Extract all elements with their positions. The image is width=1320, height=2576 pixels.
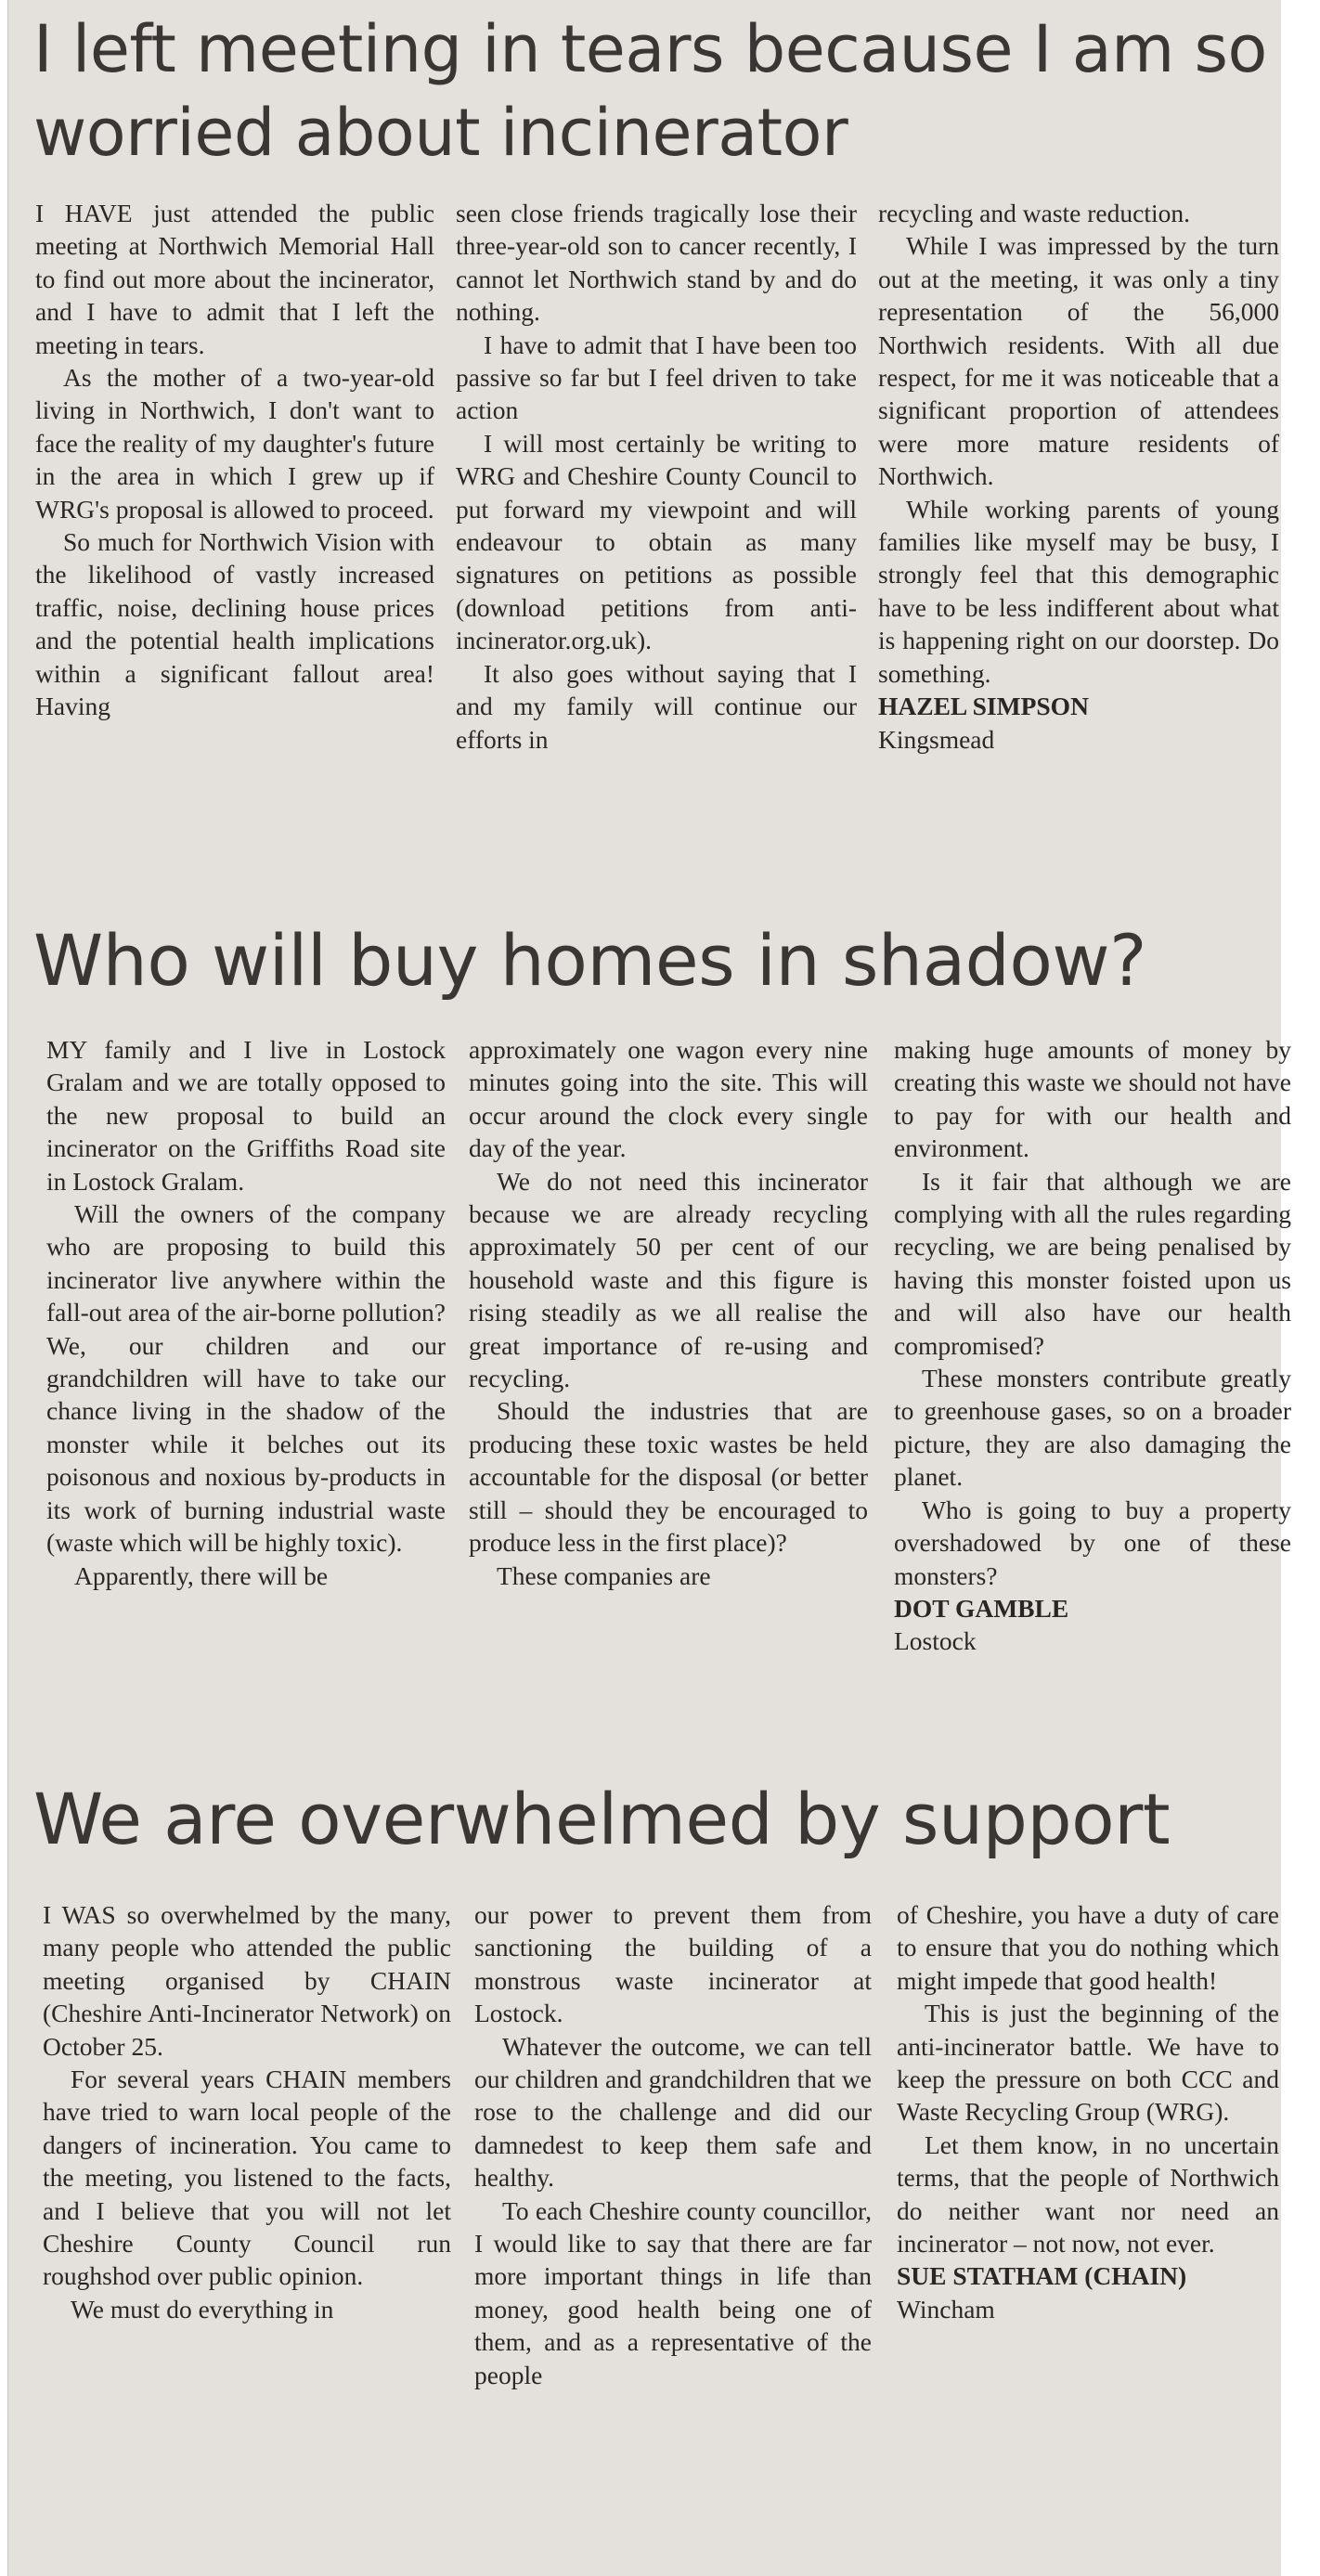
paragraph: our power to prevent them from sanctioning the building of a monstrous waste incinerator at Lostock. (474, 1900, 872, 2028)
letter-1-column-1 (35, 197, 434, 723)
letter-location: Kingsmead (878, 724, 995, 754)
headline-letter-1: I left meeting in tears because I am so worried about incinerator (33, 11, 1267, 171)
headline-letter-3: We are overwhelmed by support (33, 1778, 1171, 1860)
paragraph: I will most certainly be writing to WRG and Cheshire County Council to put forward my viewpoint and will endeavour to obtain as many signatures on petitions as possible (download petitions from anti-incinerator.org.uk). (456, 428, 857, 655)
paragraph: recycling and waste reduction. (878, 199, 1190, 227)
paragraph: While I was impressed by the turn out at the meeting, it was only a tiny representation of the 56,000 Northwich residents. With all due respect, for me it was noticeable that a significant proportion of attendees were more mature residents of Northwich. (878, 231, 1279, 491)
paragraph: These monsters contribute greatly to greenhouse gases, so on a broader picture, they are also damaging the planet. (894, 1364, 1291, 1492)
paragraph: I WAS so overwhelmed by the many, many people who attended the public meeting organised by CHAIN (Cheshire Anti-Incinerator Network) on October 25. (43, 1900, 451, 2061)
letter-2-column-2 (469, 1033, 868, 1592)
paragraph: Is it fair that although we are complying with all the rules regarding recycling, we are being penalised by having this monster foisted upon us and will also have our health compromised? (894, 1166, 1291, 1360)
paragraph: of Cheshire, you have a duty of care to ensure that you do nothing which might impede that good health! (897, 1900, 1279, 1995)
letter-signature: DOT GAMBLE (894, 1593, 1069, 1623)
paragraph: I have to admit that I have been too passive so far but I feel driven to take action (456, 330, 857, 425)
paragraph: While working parents of young families like myself may be busy, I strongly feel that this demographic have to be less indifferent about what is happening right on our doorstep. Do something. (878, 494, 1279, 688)
paragraph: We must do everything in (71, 2294, 334, 2324)
paragraph: Apparently, there will be (74, 1560, 329, 1590)
letter-2-column-1 (46, 1033, 446, 1592)
paragraph: Whatever the outcome, we can tell our children and grandchildren that we rose to the challenge and did our damnedest to keep them safe and healthy. (474, 2031, 872, 2193)
letter-signature: SUE STATHAM (CHAIN) (897, 2261, 1187, 2291)
paragraph: seen close friends tragically lose their three-year-old son to cancer recently, I cannot let Northwich stand by and do nothing. (456, 199, 857, 327)
paragraph: making huge amounts of money by creating this waste we should not have to pay for with our health and environment. (894, 1035, 1291, 1163)
paragraph: Who is going to buy a property overshadowed by one of these monsters? (894, 1495, 1291, 1590)
letter-1-column-3 (878, 197, 1279, 756)
paragraph: approximately one wagon every nine minutes going into the site. This will occur around the clock every single day of the year. (469, 1035, 868, 1163)
letter-3-column-1 (43, 1898, 451, 2325)
paragraph: It also goes without saying that I and my family will continue our efforts in (456, 658, 857, 754)
paragraph: Will the owners of the company who are proposing to build this incinerator live anywhere within the fall-out area of the air-borne pollution? We, our children and our grandchildren will have to take our chance living in the shadow of the monster while it belches out its poisonous and noxious by-products in its work of burning industrial waste (waste which will be highly toxic). (46, 1199, 446, 1558)
letter-signature: HAZEL SIMPSON (878, 692, 1089, 721)
paragraph: So much for Northwich Vision with the likelihood of vastly increased traffic, noise, declining house prices and the potential health implications within a significant fallout area! Having (35, 527, 434, 721)
letter-2-column-3 (894, 1033, 1291, 1658)
newspaper-clipping (7, 0, 1291, 2576)
paragraph: Let them know, in no uncertain terms, that the people of Northwich do neither want nor need an incinerator – not now, not ever. (897, 2129, 1279, 2259)
paragraph: To each Cheshire county councillor, I would like to say that there are far more important things in life than money, good health being one of them, and as a representative of the people (474, 2195, 872, 2389)
letter-location: Wincham (897, 2294, 995, 2324)
letter-1-column-2 (456, 197, 857, 756)
paragraph: This is just the beginning of the anti-incinerator battle. We have to keep the pressure on both CCC and Waste Recycling Group (WRG). (897, 1999, 1279, 2127)
headline-letter-2: Who will buy homes in shadow? (33, 919, 1146, 1002)
paragraph: MY family and I live in Lostock Gralam and we are totally opposed to the new proposal to build an incinerator on the Griffiths Road site in Lostock Gralam. (46, 1035, 446, 1196)
paragraph: Should the industries that are producing these toxic wastes be held accountable for the disposal (or better still – should they be encouraged to produce less in the first place)? (469, 1396, 868, 1558)
paragraph: These companies are (497, 1560, 711, 1590)
paragraph: We do not need this incinerator because we are already recycling approximately 50 per cent of our household waste and this figure is rising steadily as we all realise the great importance of re-using and recycling. (469, 1166, 868, 1393)
paragraph: I HAVE just attended the public meeting at Northwich Memorial Hall to find out more about the incinerator, and I have to admit that I left the meeting in tears. (35, 199, 434, 359)
letter-location: Lostock (894, 1626, 977, 1656)
paragraph: For several years CHAIN members have tried to warn local people of the dangers of incineration. You came to the meeting, you listened to the facts, and I believe that you will not let Cheshire County Council run roughshod over public opinion. (43, 2065, 451, 2291)
letter-3-column-2 (474, 1898, 872, 2391)
paragraph: As the mother of a two-year-old living in Northwich, I don't want to face the reality of my daughter's future in the area in which I grew up if WRG's proposal is allowed to proceed. (35, 363, 434, 524)
letter-3-column-3 (897, 1898, 1279, 2325)
